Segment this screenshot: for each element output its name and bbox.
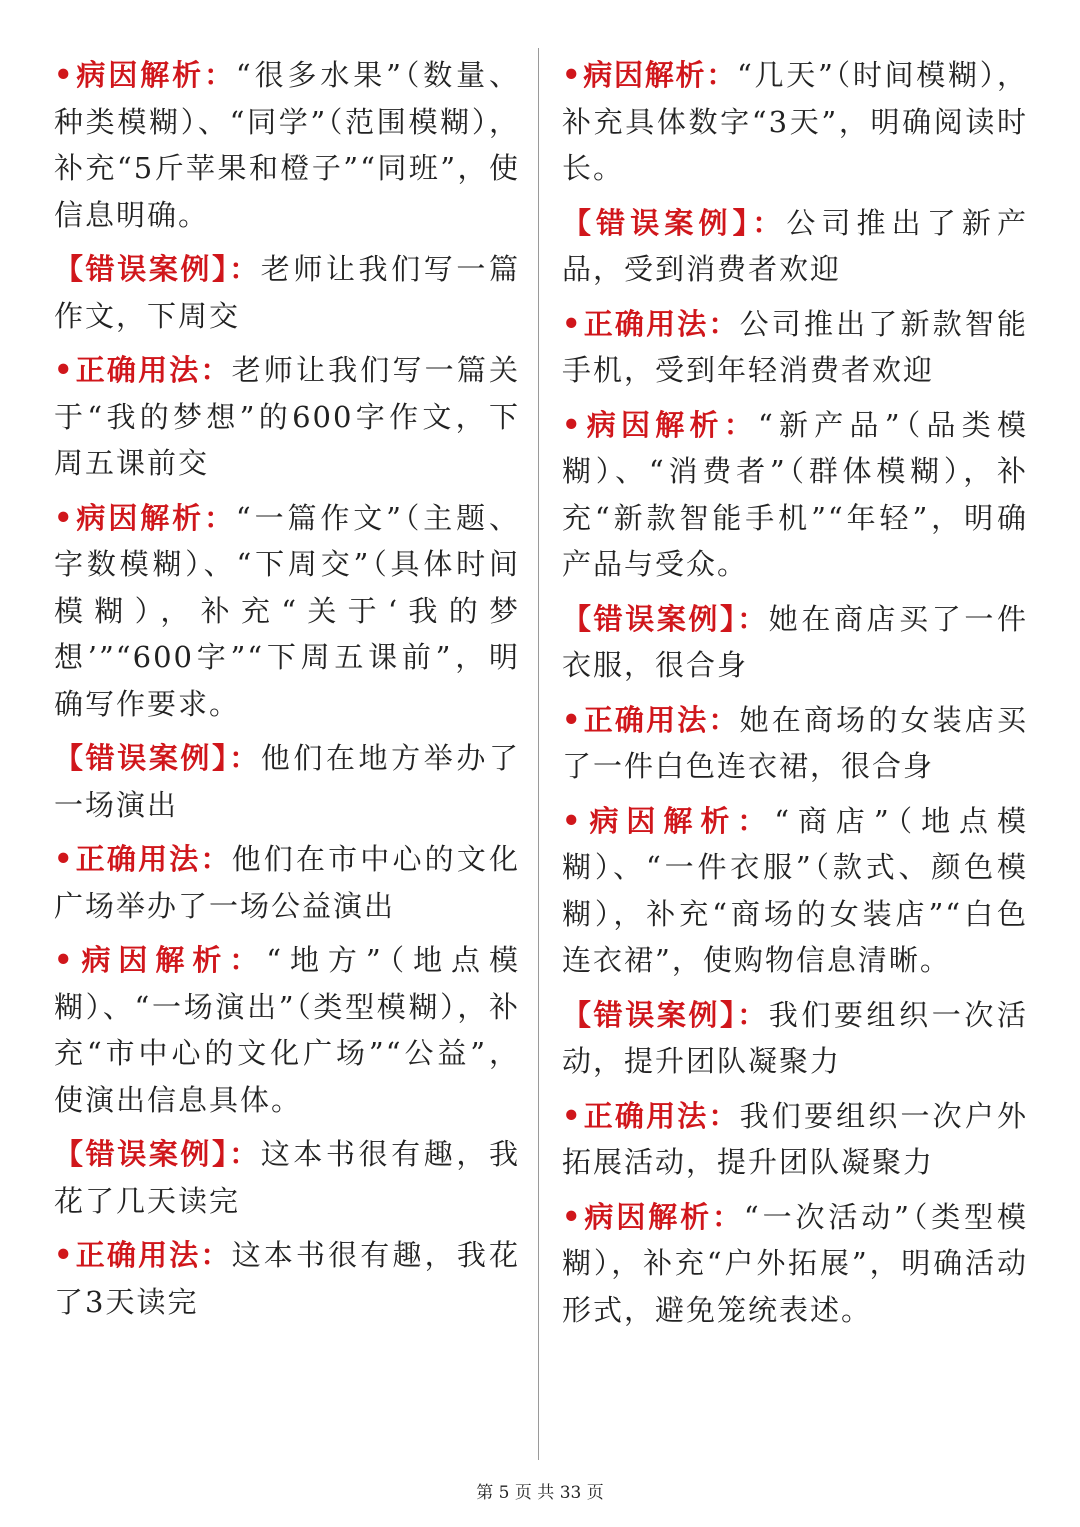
analysis-label: 病因解析	[74, 58, 204, 92]
bracket-open: 【	[562, 205, 597, 240]
label-colon: ：	[723, 407, 758, 442]
label-colon: ：	[708, 306, 740, 341]
correct-usage-entry	[54, 1232, 520, 1325]
analysis-entry	[54, 495, 520, 728]
label-colon: ：	[200, 353, 232, 387]
bracket-open: 【	[54, 1137, 86, 1171]
wrong-label: 错误案例	[85, 741, 213, 775]
wrong-example-entry	[54, 246, 520, 339]
correct-label: 正确用法	[582, 306, 709, 341]
analysis-label: 病因解析	[582, 803, 738, 838]
bracket-open: 【	[562, 601, 594, 636]
analysis-entry	[562, 402, 1028, 588]
correct-label: 正确用法	[74, 1238, 201, 1272]
bullet-icon: •	[54, 943, 75, 977]
analysis-label: 病因解析	[74, 943, 230, 977]
wrong-example-entry	[562, 596, 1028, 689]
label-colon: ：	[200, 1238, 232, 1272]
wrong-text: 我们要组织一次活动，提升团队凝聚力	[562, 997, 1028, 1078]
column-divider	[538, 48, 539, 1460]
correct-text: 公司推出了新款智能手机，受到年轻消费者欢迎	[562, 306, 1028, 387]
analysis-text: “很多水果”（数量、种类模糊）、“同学”（范围模糊），补充“5斤苹果和橙子”“同班”，使信息明确。	[54, 58, 520, 232]
analysis-text: “一次活动”（类型模糊），补充“户外拓展”，明确活动形式，避免笼统表述。	[562, 1199, 1028, 1327]
wrong-example-entry	[562, 992, 1028, 1085]
label-colon: ：	[200, 842, 232, 876]
correct-label: 正确用法	[582, 1098, 709, 1133]
wrong-text: 这本书很有趣，我花了几天读完	[54, 1137, 520, 1218]
bracket-close: 】	[720, 997, 738, 1032]
bullet-icon: •	[54, 353, 75, 387]
label-colon: ：	[737, 803, 775, 838]
label-colon: ：	[229, 943, 267, 977]
correct-label: 正确用法	[582, 702, 709, 737]
correct-usage-entry	[562, 697, 1028, 790]
analysis-text: “地方”（地点模糊）、“一场演出”（类型模糊），补充“市中心的文化广场”“公益”，使演出信息具体。	[54, 943, 520, 1117]
analysis-text: “一篇作文”（主题、字数模糊）、“下周交”（具体时间模糊），补充“关于‘我的梦想’”“600字”“下周五课前”，明确写作要求。	[54, 500, 520, 721]
bracket-close: 】	[212, 741, 230, 775]
bullet-icon: •	[562, 407, 583, 442]
page-number-footer: 第 5 页 共 33 页	[476, 1483, 604, 1503]
bullet-icon: •	[54, 842, 75, 876]
bullet-icon: •	[562, 803, 583, 838]
label-colon: ：	[708, 702, 740, 737]
correct-label: 正确用法	[74, 353, 201, 387]
bullet-icon: •	[562, 58, 583, 92]
label-colon: ：	[711, 1199, 744, 1234]
correct-text: 这本书很有趣，我花了3天读完	[54, 1238, 520, 1319]
analysis-entry	[54, 52, 520, 238]
analysis-entry	[562, 1194, 1028, 1334]
bullet-icon: •	[54, 1238, 75, 1272]
label-colon: ：	[708, 1098, 740, 1133]
bullet-icon: •	[562, 306, 583, 341]
wrong-label: 错误案例	[85, 1137, 213, 1171]
bullet-icon: •	[562, 1098, 583, 1133]
analysis-entry	[54, 937, 520, 1123]
label-colon: ：	[706, 58, 737, 92]
bullet-icon: •	[54, 500, 75, 535]
correct-label: 正确用法	[74, 842, 201, 876]
correct-text: 他们在市中心的文化广场举办了一场公益演出	[54, 842, 520, 923]
correct-text: 我们要组织一次户外拓展活动，提升团队凝聚力	[562, 1098, 1028, 1179]
wrong-label: 错误案例	[596, 205, 733, 240]
wrong-text: 老师让我们写一篇作文，下周交	[54, 252, 520, 333]
analysis-label: 病因解析	[582, 1199, 712, 1234]
bracket-close: 】	[720, 601, 738, 636]
analysis-text: “新产品”（品类模糊）、“消费者”（群体模糊），补充“新款智能手机”“年轻”，明确产品与受众。	[562, 407, 1028, 581]
correct-usage-entry	[54, 347, 520, 487]
correct-text: 她在商场的女装店买了一件白色连衣裙，很合身	[562, 702, 1028, 783]
label-colon: ：	[229, 741, 261, 775]
left-column	[54, 52, 520, 1333]
correct-usage-entry	[562, 1093, 1028, 1186]
wrong-label: 错误案例	[85, 252, 213, 286]
wrong-text: 公司推出了新产品，受到消费者欢迎	[562, 205, 1028, 286]
wrong-text: 她在商店买了一件衣服，很合身	[562, 601, 1028, 682]
label-colon: ：	[737, 997, 769, 1032]
analysis-label: 病因解析	[582, 407, 724, 442]
bullet-icon: •	[562, 702, 583, 737]
right-column	[562, 52, 1028, 1341]
wrong-label: 错误案例	[593, 997, 721, 1032]
wrong-example-entry	[562, 200, 1028, 293]
analysis-entry	[562, 798, 1028, 984]
analysis-text: “商店”（地点模糊）、“一件衣服”（款式、颜色模糊），补充“商场的女装店”“白色连衣裙”，使购物信息清晰。	[562, 803, 1028, 977]
label-colon: ：	[229, 1137, 261, 1171]
bracket-close: 】	[212, 252, 230, 286]
wrong-example-entry	[54, 735, 520, 828]
label-colon: ：	[752, 205, 787, 240]
analysis-label: 病因解析	[582, 58, 707, 92]
label-colon: ：	[203, 58, 236, 92]
bullet-icon: •	[562, 1199, 583, 1234]
analysis-text: “几天”（时间模糊），补充具体数字“3天”，明确阅读时长。	[562, 58, 1028, 185]
bracket-close: 】	[732, 205, 753, 240]
label-colon: ：	[203, 500, 236, 535]
bracket-close: 】	[212, 1137, 230, 1171]
label-colon: ：	[229, 252, 261, 286]
bracket-open: 【	[54, 741, 86, 775]
bracket-open: 【	[562, 997, 594, 1032]
wrong-label: 错误案例	[593, 601, 721, 636]
correct-usage-entry	[54, 836, 520, 929]
wrong-example-entry	[54, 1131, 520, 1224]
label-colon: ：	[737, 601, 769, 636]
bullet-icon: •	[54, 58, 75, 92]
analysis-label: 病因解析	[74, 500, 204, 535]
analysis-entry	[562, 52, 1028, 192]
correct-usage-entry	[562, 301, 1028, 394]
bracket-open: 【	[54, 252, 86, 286]
wrong-text: 他们在地方举办了一场演出	[54, 741, 520, 822]
correct-text: 老师让我们写一篇关于“我的梦想”的600字作文，下周五课前交	[54, 353, 520, 480]
